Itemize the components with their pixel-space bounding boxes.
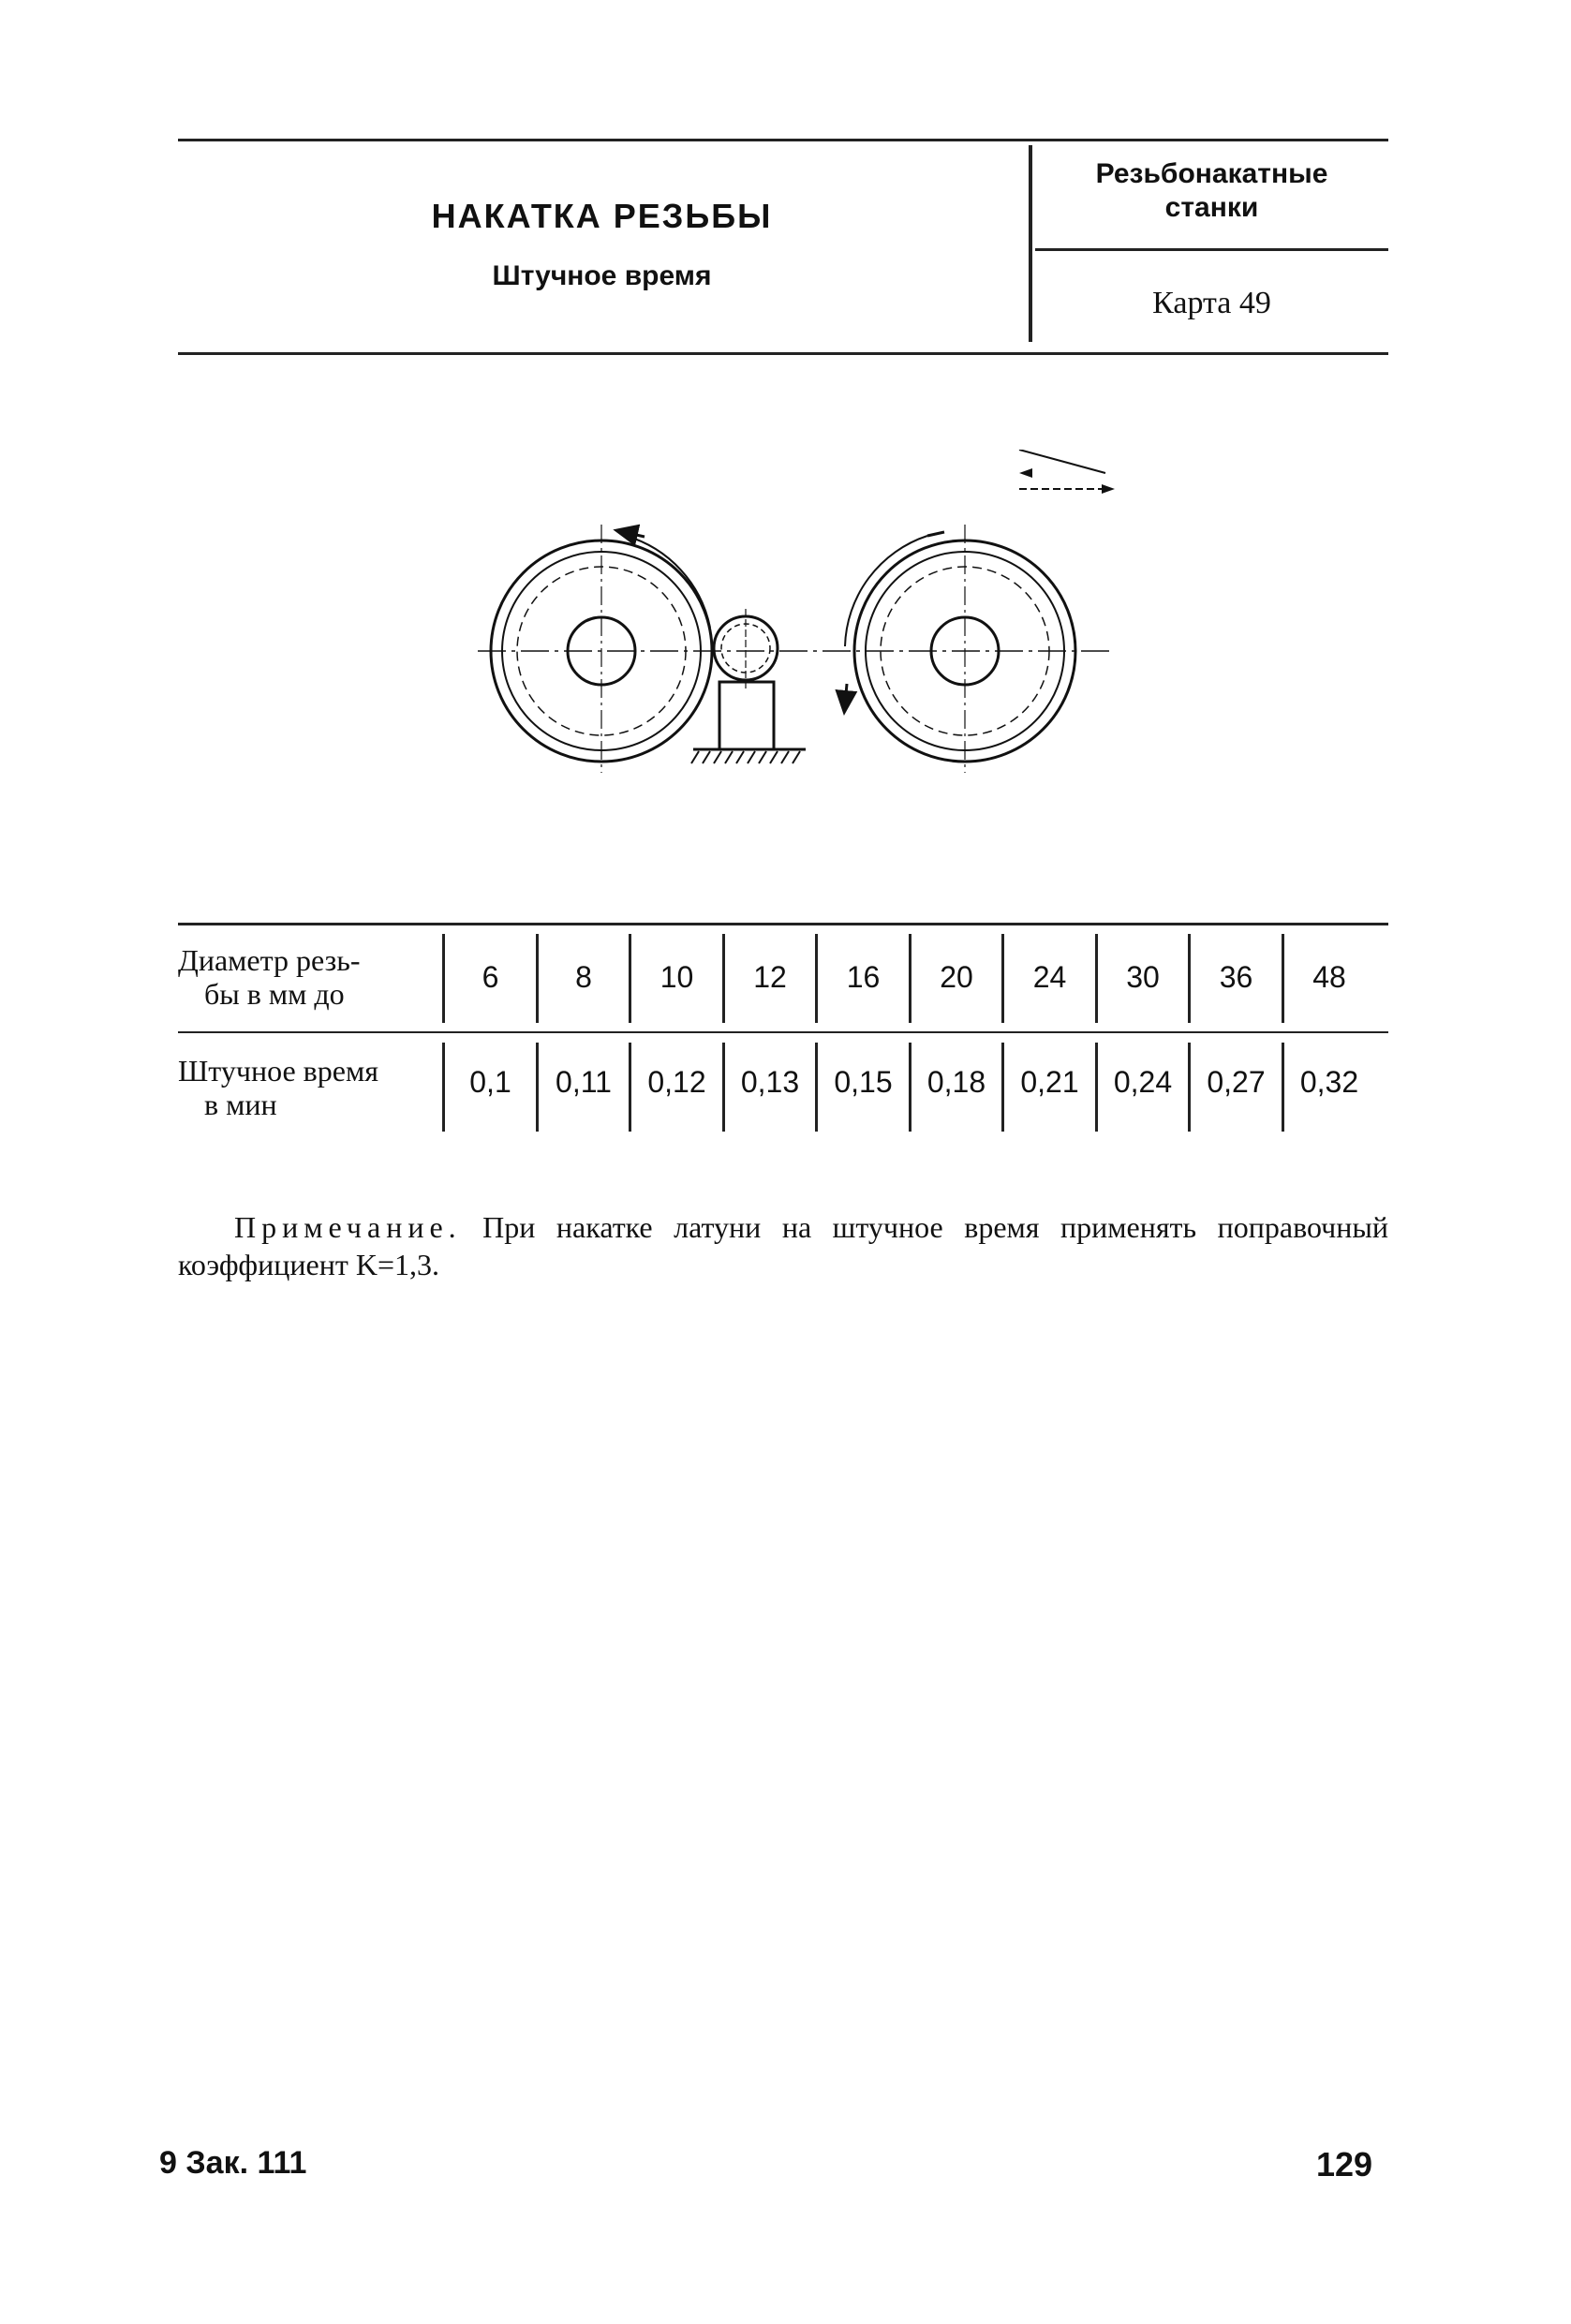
time-cell: 0,13 (740, 1065, 800, 1099)
table-row-rule (178, 1031, 1388, 1033)
time-row-label: Штучное время в мин (178, 1054, 378, 1121)
diameter-row-label: Диаметр резь- бы в мм до (178, 943, 361, 1011)
printer-mark: 9 Зак. 111 (159, 2145, 307, 2181)
column-separator (1282, 1043, 1284, 1132)
workpiece (691, 609, 806, 763)
left-roll (491, 525, 712, 773)
column-separator (536, 1043, 539, 1132)
machine-type (1035, 157, 1388, 225)
column-separator (536, 934, 539, 1023)
note-text: При накатке латуни на штучное время применять поправочный коэффициент K=1,3. (178, 1210, 1389, 1281)
column-separator (815, 934, 818, 1023)
diameter-cell: 6 (482, 960, 499, 994)
time-cell: 0,15 (834, 1065, 893, 1099)
note (178, 1208, 1388, 1283)
diameter-cell: 24 (1032, 960, 1067, 994)
time-cell: 0,1 (469, 1065, 511, 1099)
column-separator (909, 934, 911, 1023)
column-separator (442, 934, 445, 1023)
column-separator (722, 934, 725, 1023)
column-separator (1188, 934, 1191, 1023)
diameter-cell: 12 (753, 960, 787, 994)
column-separator (629, 934, 631, 1023)
page-number: 129 (1316, 2145, 1373, 2183)
time-cell: 0,21 (1020, 1065, 1079, 1099)
time-cell: 0,11 (556, 1065, 612, 1099)
header-divider (1029, 145, 1032, 342)
time-cell: 0,27 (1207, 1065, 1266, 1099)
column-separator (629, 1043, 631, 1132)
right-roll-rotation-arrow (845, 684, 847, 704)
column-separator (815, 1043, 818, 1132)
document-title: НАКАТКА РЕЗЬБЫ (431, 197, 773, 235)
header-right-divider (1035, 248, 1388, 251)
column-separator (1188, 1043, 1191, 1132)
machine-type-line1: Резьбонакатные (1095, 158, 1328, 189)
diameter-cell: 20 (940, 960, 973, 994)
time-cell: 0,18 (926, 1065, 986, 1099)
slide-motion-arrows (1019, 450, 1115, 494)
diameter-cell: 16 (846, 960, 881, 994)
workpiece-support (719, 682, 774, 749)
table-top-rule (178, 923, 1388, 925)
time-cell: 0,32 (1299, 1065, 1359, 1099)
document-subtitle: Штучное время (492, 260, 712, 291)
column-separator (909, 1043, 911, 1132)
card-number: Карта 49 (1152, 286, 1271, 320)
column-separator (1282, 934, 1284, 1023)
thread-rolling-diagram (459, 450, 1134, 806)
machine-type-line2: станки (1164, 192, 1259, 223)
diameter-cell: 30 (1126, 960, 1160, 994)
column-separator (722, 1043, 725, 1132)
diameter-cell: 8 (575, 960, 592, 994)
diameter-cell: 36 (1219, 960, 1253, 994)
column-separator (1095, 1043, 1098, 1132)
diameter-cell: 10 (660, 960, 694, 994)
diameter-cell: 48 (1312, 960, 1346, 994)
time-cell: 0,12 (647, 1065, 706, 1099)
time-cell: 0,24 (1113, 1065, 1173, 1099)
right-roll (845, 525, 1075, 773)
column-separator (1095, 934, 1098, 1023)
column-separator (1001, 1043, 1004, 1132)
header-left-block (178, 141, 1026, 356)
column-separator (1001, 934, 1004, 1023)
column-separator (442, 1043, 445, 1132)
note-label: Примечание. (234, 1210, 462, 1244)
